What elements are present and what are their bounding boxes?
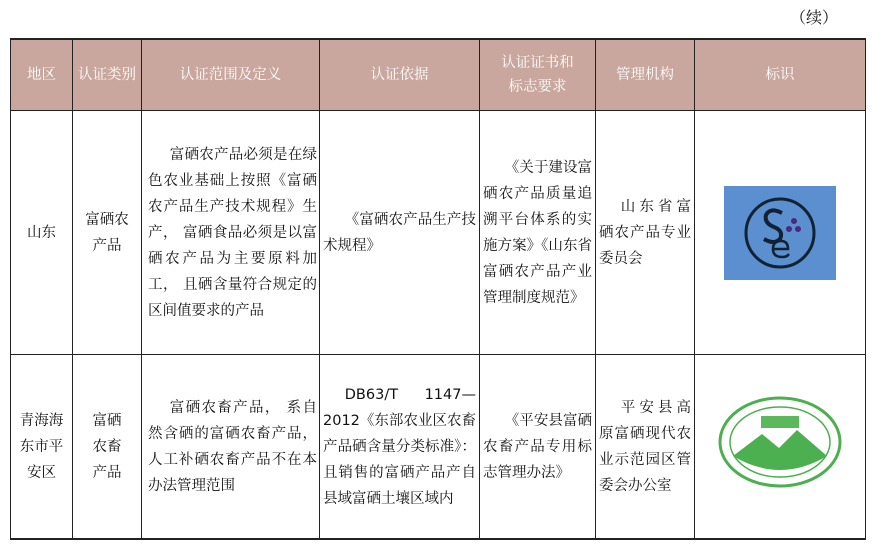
- header-region: 地区: [11, 39, 73, 111]
- selenium-logo-pingan: [717, 394, 843, 490]
- header-scope: 认证范围及定义: [142, 39, 320, 111]
- basis-cell: DB63/T 1147—2012《东部农业区农畜产品硒含量分类标准》：且销售的富硒产品产自县域富硒土壤区域内: [320, 355, 480, 540]
- certificate-cell: 《关于建设富硒农产品质量追溯平台体系的实施方案》《山东省富硒农产品产业管理制度规范》: [480, 111, 596, 355]
- certification-table: [10, 38, 866, 540]
- header-certificate: 认证证书和标志要求: [480, 39, 596, 111]
- region-cell: 山东: [11, 111, 73, 355]
- header-logo: 标识: [695, 39, 866, 111]
- table-row: [11, 111, 866, 355]
- header-basis: 认证依据: [320, 39, 480, 111]
- scope-cell: 富硒农产品必须是在绿色农业基础上按照《富硒农产品生产技术规程》生产， 富硒食品必须是以富硒农产品为主要原料加工， 且硒含量符合规定的区间值要求的产品: [142, 111, 320, 355]
- basis-cell: 《富硒农产品生产技术规程》: [320, 111, 480, 355]
- scope-cell: 富硒农畜产品， 系自然含硒的富硒农畜产品， 人工补硒农畜产品不在本办法管理范围: [142, 355, 320, 540]
- region-cell: 青海海东市平安区: [11, 355, 73, 540]
- header-authority: 管理机构: [596, 39, 695, 111]
- se-logo-icon: [740, 193, 820, 273]
- authority-cell: 平安县高原富硒现代农业示范园区管委会办公室: [596, 355, 695, 540]
- category-cell: 富硒农畜产品: [73, 355, 142, 540]
- selenium-logo-shandong: [724, 186, 836, 280]
- logo-cell: [695, 111, 866, 355]
- certificate-cell: 《平安县富硒农畜产品专用标志管理办法》: [480, 355, 596, 540]
- header-category: 认证类别: [73, 39, 142, 111]
- logo-cell: [695, 355, 866, 540]
- authority-cell: 山东省富硒农产品专业委员会: [596, 111, 695, 355]
- category-cell: 富硒农产品: [73, 111, 142, 355]
- table-header: [11, 39, 866, 111]
- table-row: [11, 355, 866, 540]
- continued-label: （续）: [790, 8, 839, 27]
